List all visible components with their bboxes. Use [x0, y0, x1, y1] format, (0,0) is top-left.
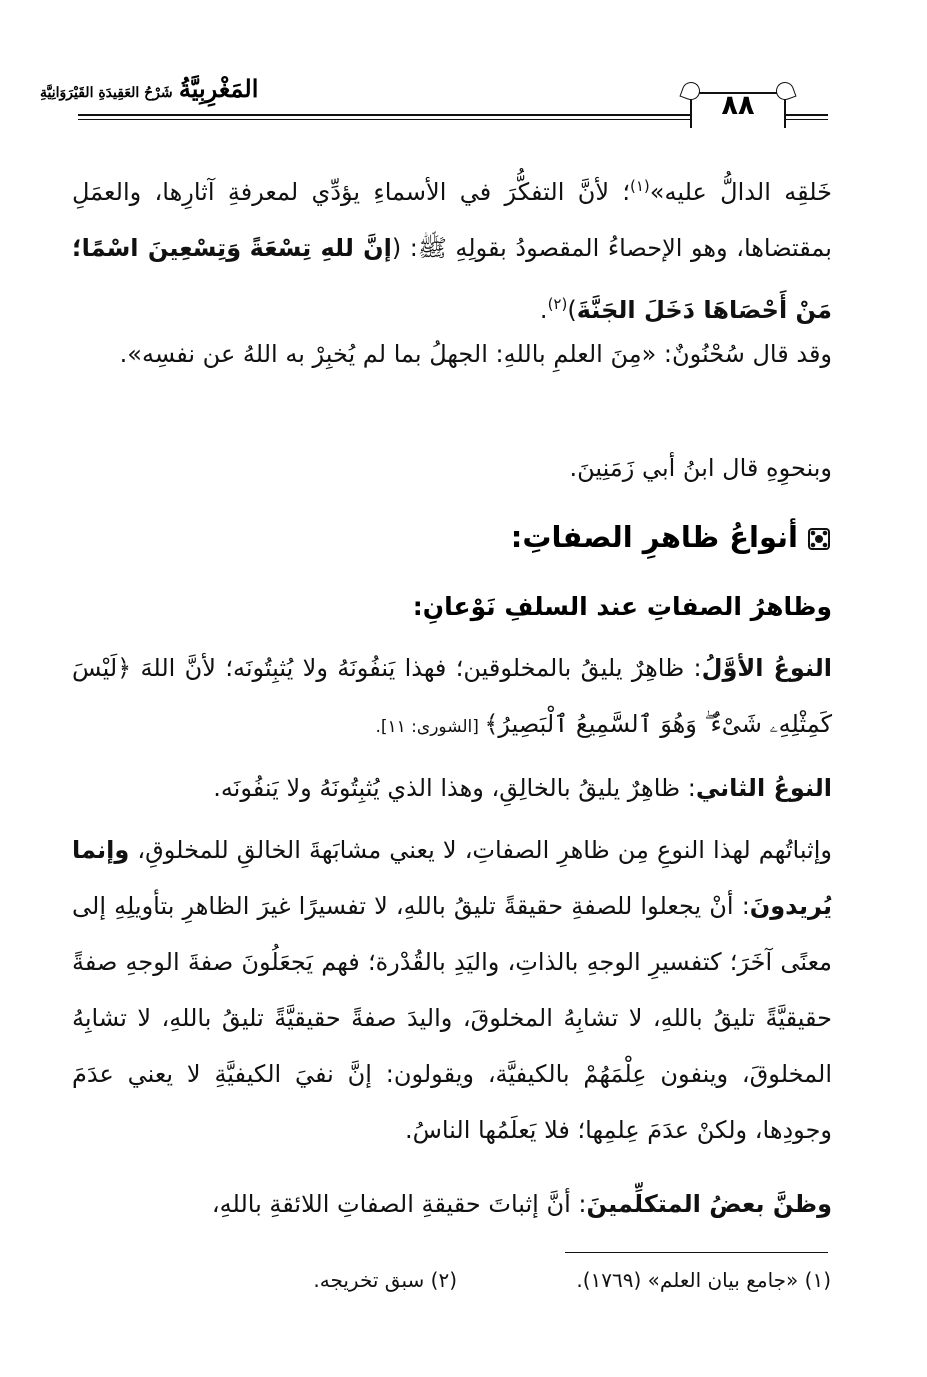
hadith-quote-close: ) — [567, 296, 577, 324]
p6-text: : أنَّ إثباتَ حقيقةِ الصفاتِ اللائقةِ باللهِ، — [211, 1190, 587, 1218]
paragraph-type-one — [72, 640, 832, 755]
footnote-1: (١) «جامع بيان العلم» (١٧٦٩). — [576, 1268, 831, 1292]
running-header-title — [40, 74, 300, 103]
paragraph-affirmation — [72, 822, 832, 1158]
ornament-flower-icon — [806, 526, 832, 552]
footnote-rule — [565, 1252, 828, 1253]
p1-text-b: ؛ لأنَّ التفكُّرَ في الأسماءِ يؤدِّي لمعرفةِ آثارِها، — [154, 178, 630, 206]
p5-bold-phrase: وإنما يُريدونَ — [72, 836, 832, 920]
hadith-quote-part1: إنَّ للهِ تِسْعَةً — [249, 234, 392, 262]
paragraph-asma-counting — [72, 158, 832, 338]
hadith-quote-part2: وَتِسْعِينَ اسْمًا؛ مَنْ أَحْصَاهَا دَخَلَ الجَنَّةَ — [72, 234, 832, 324]
type-one-label: النوعُ الأوَّلُ — [701, 654, 832, 682]
p1-text-c: والعمَلِ بمقتضاها، وهو الإحصاءُ المقصودُ بقولِهِ ﷺ: ( — [72, 178, 832, 262]
section-heading-text: أنواعُ ظاهرِ الصفاتِ: — [510, 520, 798, 554]
type-one-text-a: : ظاهِرٌ يليقُ بالمخلوقين؛ فهذا يَنفُونَهُ ولا يُثبِتُونَه؛ — [225, 654, 702, 682]
section-heading — [72, 520, 832, 554]
footnote-ref-2: (٢) — [547, 295, 568, 313]
footnote-ref-1: (١) — [630, 177, 650, 195]
p6-bold-phrase: وظنَّ بعضُ المتكلِّمينَ — [586, 1190, 832, 1218]
paragraph-ibn-abi-zamanin: وبنحوِهِ قال ابنُ أبي زَمَنِينَ. — [569, 454, 832, 482]
p5-text-b: : أنْ يجعلوا للصفةِ حقيقةً تليقُ باللهِ، لا تفسيرًا غيرَ الظاهرِ بتأويلِهِ إلى معنًى آخَرَ؛ كتفسيرِ الوجهِ بالذاتِ، واليَدِ بالقُدْرة؛ فهم يَجعَلُونَ صفةَ الوجهِ صفةً حقيقيَّةً تليقُ باللهِ، لا تشابِهُ المخلوقَ، واليدَ صفةً حقيقيَّةً تليقُ باللهِ، لا تشابِهُ المخلوقَ، وينفون عِلْمَهُمْ بالكيفيَّة، ويقولون: إنَّ نفيَ الكيفيَّةِ لا يعني عدَمَ وجودِها، ولكنْ عدَمَ عِلمِها؛ فلا يَعلَمُها الناسُ. — [72, 892, 832, 1144]
paragraph-sahnun-quote: وقد قال سُحْنُونٌ: «مِنَ العلمِ باللهِ: الجهلُ بما لم يُخبِرْ به اللهُ عن نفسِه». — [119, 340, 832, 368]
paragraph-type-two — [72, 760, 832, 816]
book-title-sub: شَرْحُ العَقِيدَةِ القَيْرَوَانِيَّةِ — [40, 85, 173, 101]
footnote-2: (٢) سبق تخريجه. — [313, 1268, 457, 1292]
paragraph-mutakallimin — [72, 1176, 832, 1232]
p5-text-a: وإثباتُهم لهذا النوعِ مِن ظاهرِ الصفاتِ، لا يعني مشابَهةَ الخالقِ للمخلوقِ، — [129, 836, 832, 864]
quran-reference: [الشورى: ١١]. — [375, 717, 485, 737]
section-subheading: وظاهرُ الصفاتِ عند السلفِ نَوْعانِ: — [412, 592, 832, 621]
book-title-main: المَغْرِبِيَّةُ — [178, 74, 259, 103]
type-two-text: : ظاهِرٌ يليقُ بالخالِقِ، وهذا الذي يُثبِتُونَهُ ولا يَنفُونَه. — [213, 774, 696, 802]
type-two-label: النوعُ الثاني — [695, 774, 832, 802]
p1-text-a: خَلقِه الدالُّ عليه» — [649, 178, 832, 206]
page-number: ٨٨ — [721, 90, 755, 121]
p1-end: . — [539, 296, 548, 324]
type-one-text-b: لأنَّ اللهَ ﴿لَيْسَ كَمِثْلِهِۦ شَىْءٌ ۖ وَهُوَ ٱلسَّمِيعُ ٱلْبَصِيرُ﴾ — [72, 654, 832, 738]
